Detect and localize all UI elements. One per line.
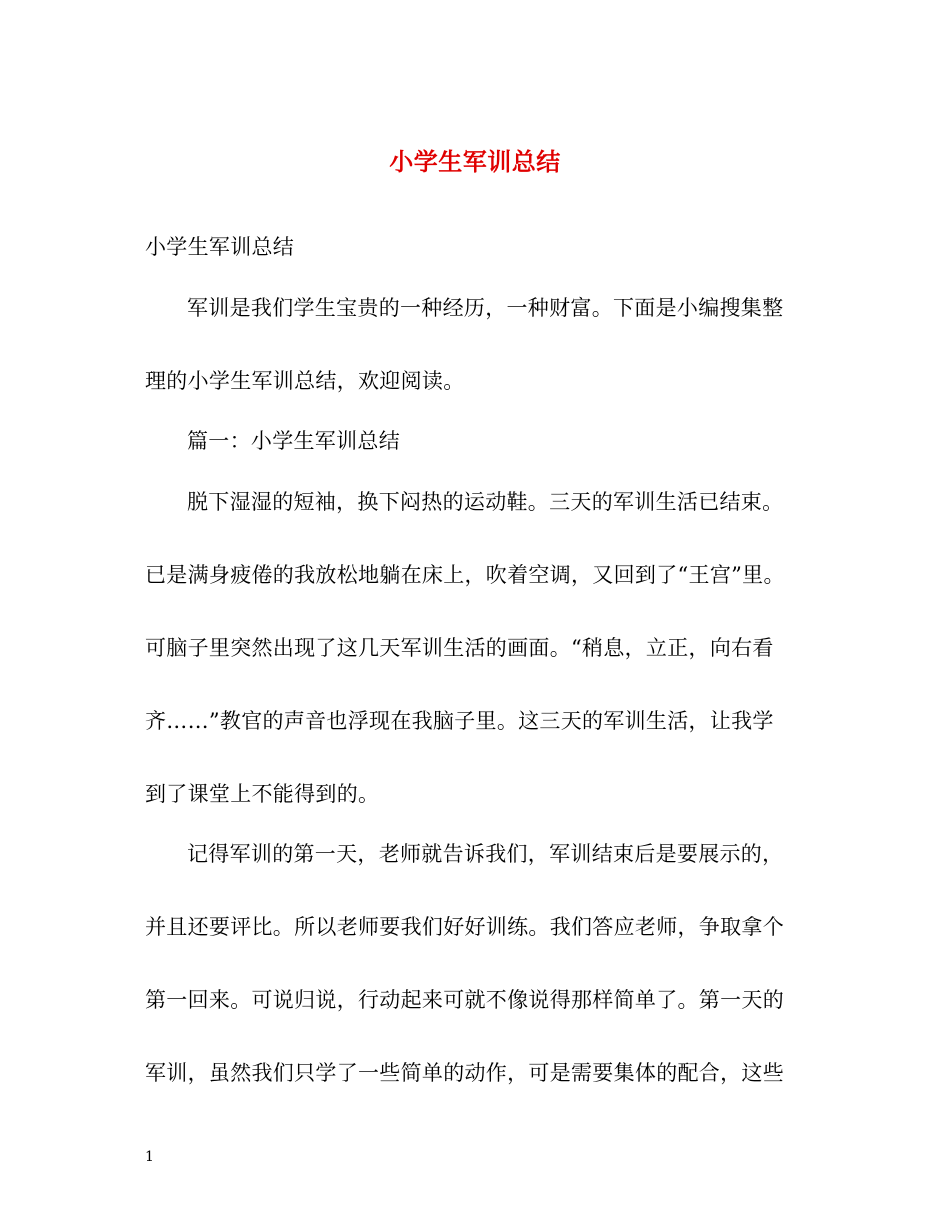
page-number: 1: [145, 1149, 154, 1165]
text-line: 齐……”教官的声音也浮现在我脑子里。这三天的军训生活，让我学: [145, 709, 774, 733]
text-line: 理的小学生军训总结，欢迎阅读。: [145, 369, 465, 393]
text-line: 可脑子里突然出现了这几天军训生活的画面。“稍息，立正，向右看: [145, 636, 774, 660]
text-line: 军训，虽然我们只学了一些简单的动作，可是需要集体的配合，这些: [145, 1061, 784, 1085]
text-line: 记得军训的第一天，老师就告诉我们，军训结束后是要展示的，: [187, 842, 784, 866]
text-line: 已是满身疲倦的我放松地躺在床上，吹着空调，又回到了“王宫”里。: [145, 563, 785, 587]
document-title: 小学生军训总结: [389, 147, 561, 176]
subtitle-line: 小学生军训总结: [145, 235, 295, 259]
text-line: 到了课堂上不能得到的。: [145, 782, 380, 806]
text-line: 脱下湿湿的短袖，换下闷热的运动鞋。三天的军训生活已结束。: [187, 490, 784, 514]
text-line: 第一回来。可说归说，行动起来可就不像说得那样简单了。第一天的: [145, 988, 784, 1012]
section-heading: 篇一：小学生军训总结: [187, 429, 400, 453]
text-line: 并且还要评比。所以老师要我们好好训练。我们答应老师，争取拿个: [145, 915, 784, 939]
text-line: 军训是我们学生宝贵的一种经历，一种财富。下面是小编搜集整: [187, 296, 784, 320]
